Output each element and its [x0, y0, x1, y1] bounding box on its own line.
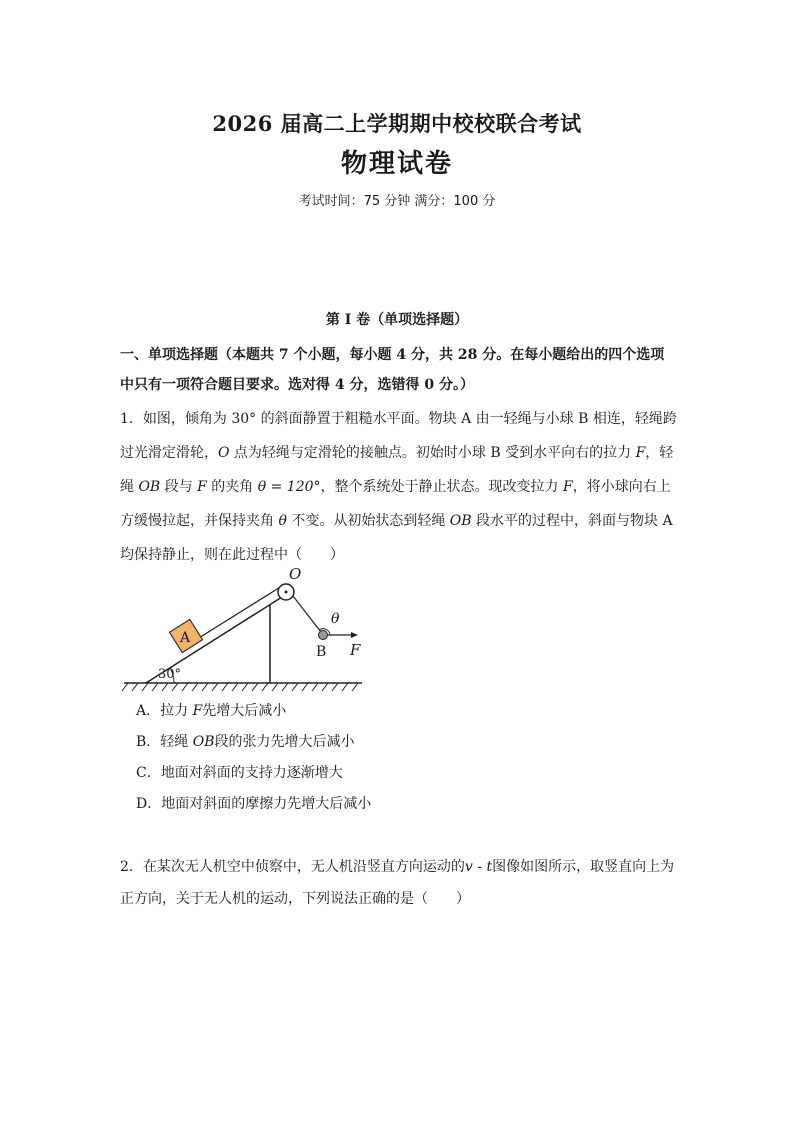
ground-hatch	[122, 683, 358, 691]
q1-theta-equation: θ = 120°	[257, 479, 321, 495]
point-o-label: O	[289, 565, 302, 583]
q1-text-8: 不变。从初始状态到轻绳	[286, 513, 450, 529]
rope-ob	[293, 596, 321, 632]
force-label: F	[350, 641, 361, 659]
q1-var-f1: F	[635, 445, 646, 461]
q1-option-b[interactable]	[136, 731, 355, 751]
q2-text-2: 图像如图所示，取竖直向上为正方向，关于无人机的运动，下列说法正确的是（ ）	[120, 859, 675, 907]
q1-text-3: ，轻绳	[120, 445, 674, 495]
exam-info: 考试时间：75 分钟 满分：100 分	[298, 194, 496, 209]
q1-var-f3: F	[562, 479, 573, 495]
ball-b	[319, 631, 328, 640]
q1-option-a-prefix: A．拉力	[136, 703, 193, 719]
q1-var-f2: F	[197, 479, 207, 495]
q1-text-9: 段水平的过程中，斜面与物块 A 均保持静止，则在此过程中（ ）	[120, 513, 673, 563]
question-2-stem	[120, 851, 680, 915]
instruction-line-1: 一、单项选择题（本题共 7 个小题，每小题 4 分，共 28 分。在每小题给出的四个选项	[120, 347, 665, 363]
q1-var-theta: θ	[278, 513, 287, 529]
q1-text-2: 点为轻绳与定滑轮的接触点。初始时小球 B 受到水平向右的拉力	[229, 445, 636, 461]
q1-option-b-text: 段的张力先增大后减小	[214, 734, 355, 750]
q1-option-d[interactable]: D．地面对斜面的摩擦力先增大后减小	[136, 796, 372, 812]
q1-option-b-prefix: B．轻绳	[136, 734, 193, 750]
angle-label: 30°	[158, 667, 182, 682]
q2-text-1: 2．在某次无人机空中侦察中，无人机沿竖直方向运动的	[120, 859, 465, 875]
q1-text-4: 段与	[160, 479, 198, 495]
q1-option-c[interactable]: C．地面对斜面的支持力逐渐增大	[136, 765, 343, 781]
q2-vt-symbol: v - t	[464, 859, 493, 875]
q1-var-ob1: OB	[138, 479, 161, 495]
q1-var-ob2: OB	[449, 513, 472, 529]
incline-pulley-diagram	[118, 565, 378, 695]
question-1-stem	[120, 402, 680, 572]
q1-option-a-text: 先增大后减小	[202, 703, 287, 719]
exam-subject: 物理试卷	[340, 149, 453, 179]
force-arrowhead	[351, 632, 358, 638]
instruction-line-2: 中只有一项符合题目要求。选对得 4 分，选错得 0 分。）	[120, 377, 474, 393]
q1-option-a[interactable]	[136, 700, 286, 720]
section-heading: 第 I 卷（单项选择题）	[325, 312, 469, 328]
pulley-axle	[285, 591, 288, 594]
block-a-label: A	[180, 630, 191, 646]
q1-text-1: 1．如图，倾角为 30° 的斜面静置于粗糙水平面。物块 A 由一轻绳与小球 B 相连，轻绳跨过光滑定滑轮，	[120, 411, 677, 461]
q1-option-a-var: F	[192, 703, 203, 719]
q1-text-6: ，整个系统处于静止状态。现改变拉力	[320, 479, 563, 495]
exam-title: 2026 届高二上学期期中校校联合考试	[212, 111, 582, 136]
q1-text-5: 的夹角	[206, 479, 258, 495]
q1-var-o: O	[218, 445, 230, 461]
q1-text-7: ，将小球向右上方缓慢拉起，并保持夹角	[120, 479, 671, 529]
rope-segment-a	[194, 586, 282, 641]
ball-b-label: B	[316, 644, 327, 660]
q1-option-b-var: OB	[192, 734, 215, 750]
theta-label: θ	[331, 611, 340, 627]
section-instructions	[120, 340, 680, 400]
